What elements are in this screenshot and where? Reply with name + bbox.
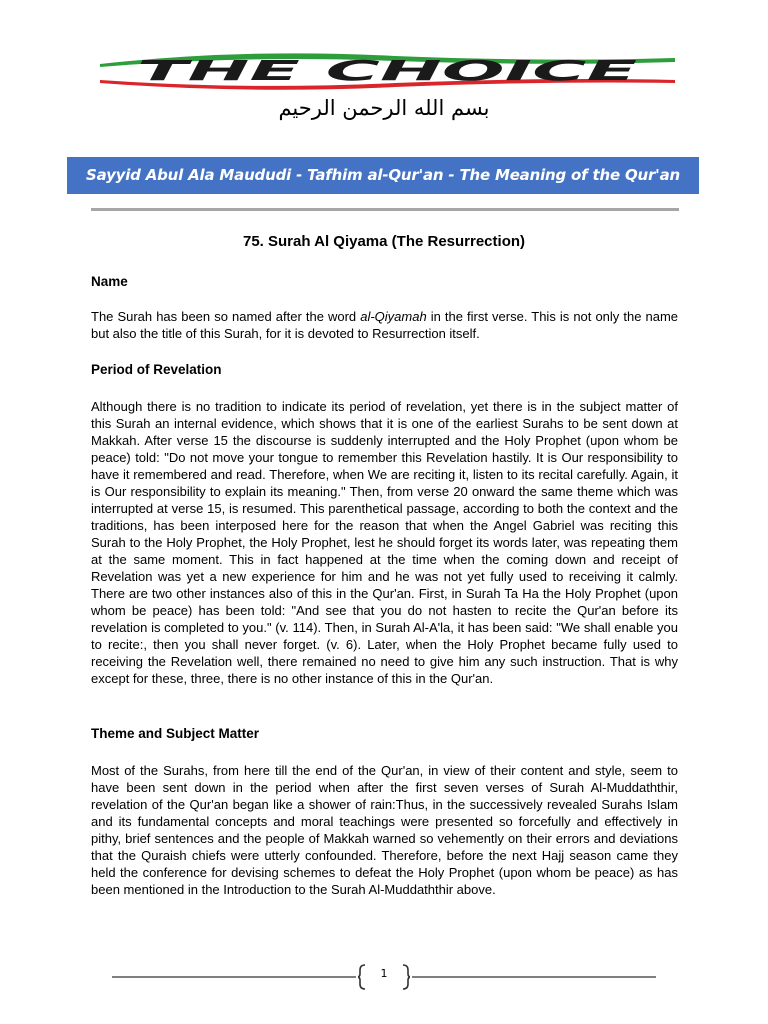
page-number: 1 [380, 967, 388, 980]
name-text-end: in the first verse. This is not only the name but also the title of this Surah, for it is devoted to Resurrection itself. [91, 309, 679, 341]
section-text-name [91, 308, 678, 342]
header-divider [91, 208, 679, 211]
name-italic-term: al-Qiyamah [360, 309, 427, 324]
logo-text: THE CHOICE [137, 54, 637, 87]
author-banner: Sayyid Abul Ala Maududi - Tafhim al-Qur'an - The Meaning of the Qur'an [67, 157, 699, 194]
page-title: 75. Surah Al Qiyama (The Resurrection) [242, 233, 526, 250]
section-heading-period: Period of Revelation [91, 362, 222, 377]
section-heading-theme: Theme and Subject Matter [91, 726, 260, 741]
section-heading-name: Name [91, 274, 128, 289]
section-text-theme: Most of the Surahs, from here till the end of the Qur'an, in view of their content and style, seem to have been sent down in the period when after the first seven verses of Surah Al-Muddaththir, revelation of the Qur'an began like a shower of rain:Thus, in the successively revealed Surahs Islam and its fundamental concepts and moral teachings were presented so forcefully and effectively in pithy, brief sentences and the people of Makkah warned so vehemently on their errors and deviations that the Quraish chiefs were utterly confounded. Therefore, before the next Hajj season came they held the conference for devising schemes to defeat the Holy Prophet (upon whom be peace) as has been mentioned in the Introduction to the Surah Al-Muddaththir above. [91, 763, 678, 897]
basmala: بسم الله الرحمن الرحيم [278, 96, 490, 120]
footer-line-left [112, 976, 356, 978]
section-text-period: Although there is no tradition to indicate its period of revelation, yet there is in the subject matter of this Surah an internal evidence, which shows that it is one of the earliest Surahs to be sent down at Makkah. After verse 15 the discourse is suddenly interrupted and the Holy Prophet (upon whom be peace) told: "Do not move your tongue to remember this Revelation hastily. It is Our responsibility to have it remembered and read. Therefore, when We are reciting it, listen to its recital carefully. Again, it is Our responsibility to explain its meaning." Then, from verse 20 onward the same theme which was interrupted at verse 15, is resumed. This parenthetical passage, according to both the context and the traditions, has been interposed here for the reason that when the Angel Gabriel was reciting this Surah to the Holy Prophet, the Holy Prophet, lest he should forget its words later, was repeating them at the same moment. This in fact happened at the time when the coming down and receipt of Revelation was yet a new experience for him and he was not yet fully used to receiving it calmly. There are two other instances also of this in the Qur'an. First, in Surah Ta Ha the Holy Prophet (upon whom be peace) has been told: "And see that you do not hasten to recite the Qur'an before its revelation is completed to you." (v. 114). Then, in Surah Al-A'la, it has been said: "We shall enable you to recite:, then you shall never forget. (v. 6). Later, when the Holy Prophet became fully used to receiving the Revelation well, there remained no need to give him any such instruction. That is why except for these, three, there is no other instance of this in the Qur'an. [91, 399, 678, 686]
the-choice-logo [95, 50, 680, 90]
name-text-start: The Surah has been so named after the word [91, 309, 361, 324]
footer-line-right [412, 976, 656, 978]
